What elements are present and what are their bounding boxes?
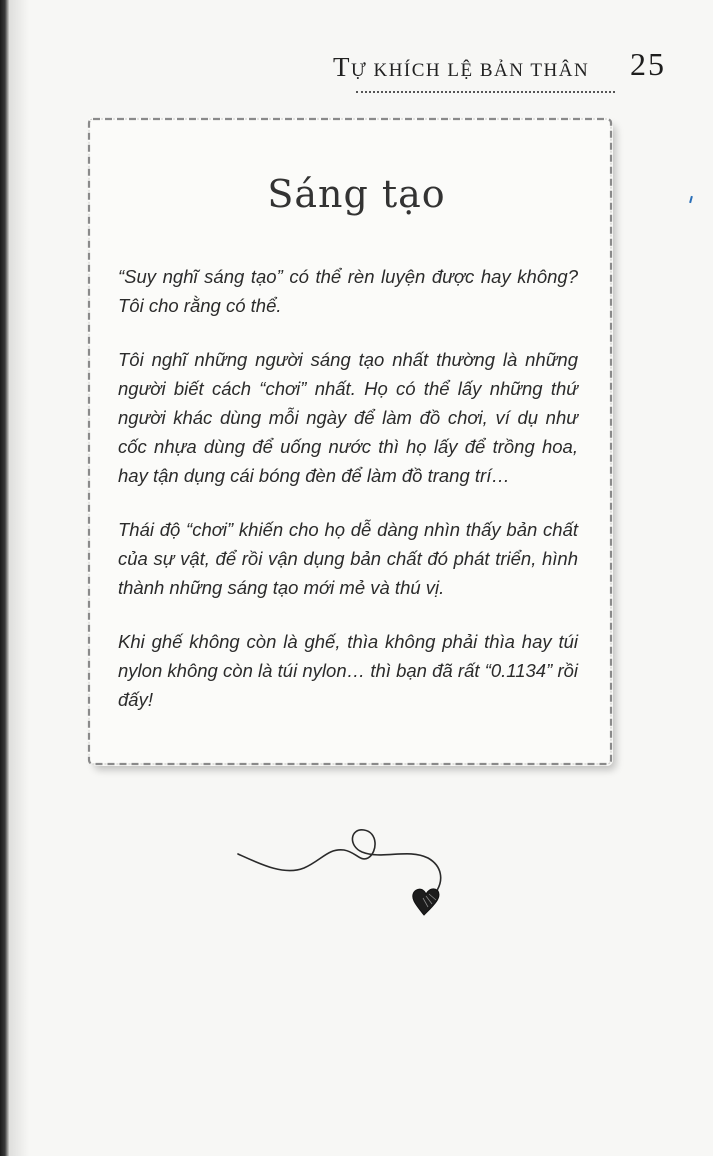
paragraph: “Suy nghĩ sáng tạo” có thể rèn luyện được hay không? Tôi cho rằng có thể. (118, 266, 578, 316)
running-head-initial: T (333, 52, 351, 82)
heart-doodle-icon (232, 818, 452, 930)
paragraph: Tôi nghĩ những người sáng tạo nhất thường là những người biết cách “chơi” nhất. Họ có thể lấy những thứ người khác dùng mỗi ngày để làm đồ chơi, ví dụ như cốc nhựa dùng để uống nước thì họ lấy để trồng hoa, hay tận dụng cái bóng đèn để làm đồ trang trí… (118, 349, 578, 486)
section-title: Sáng tạo (267, 172, 446, 216)
running-head-title-rest: Ự KHÍCH LỆ BẢN THÂN (351, 60, 590, 81)
running-head-title (333, 52, 589, 83)
paragraph: Khi ghế không còn là ghế, thìa không phải thìa hay túi nylon không còn là túi nylon… thì bạn đã rất “0.1134” rồi đấy! (118, 631, 578, 710)
body-text (118, 262, 578, 739)
running-head-dotted-rule (356, 91, 615, 93)
page-number: 25 (630, 46, 666, 82)
running-head (300, 44, 672, 94)
paragraph: Thái độ “chơi” khiến cho họ dễ dàng nhìn thấy bản chất của sự vật, để rồi vận dụng bản chất đó phát triển, hình thành những sáng tạo mới mẻ và thú vị. (118, 519, 578, 598)
